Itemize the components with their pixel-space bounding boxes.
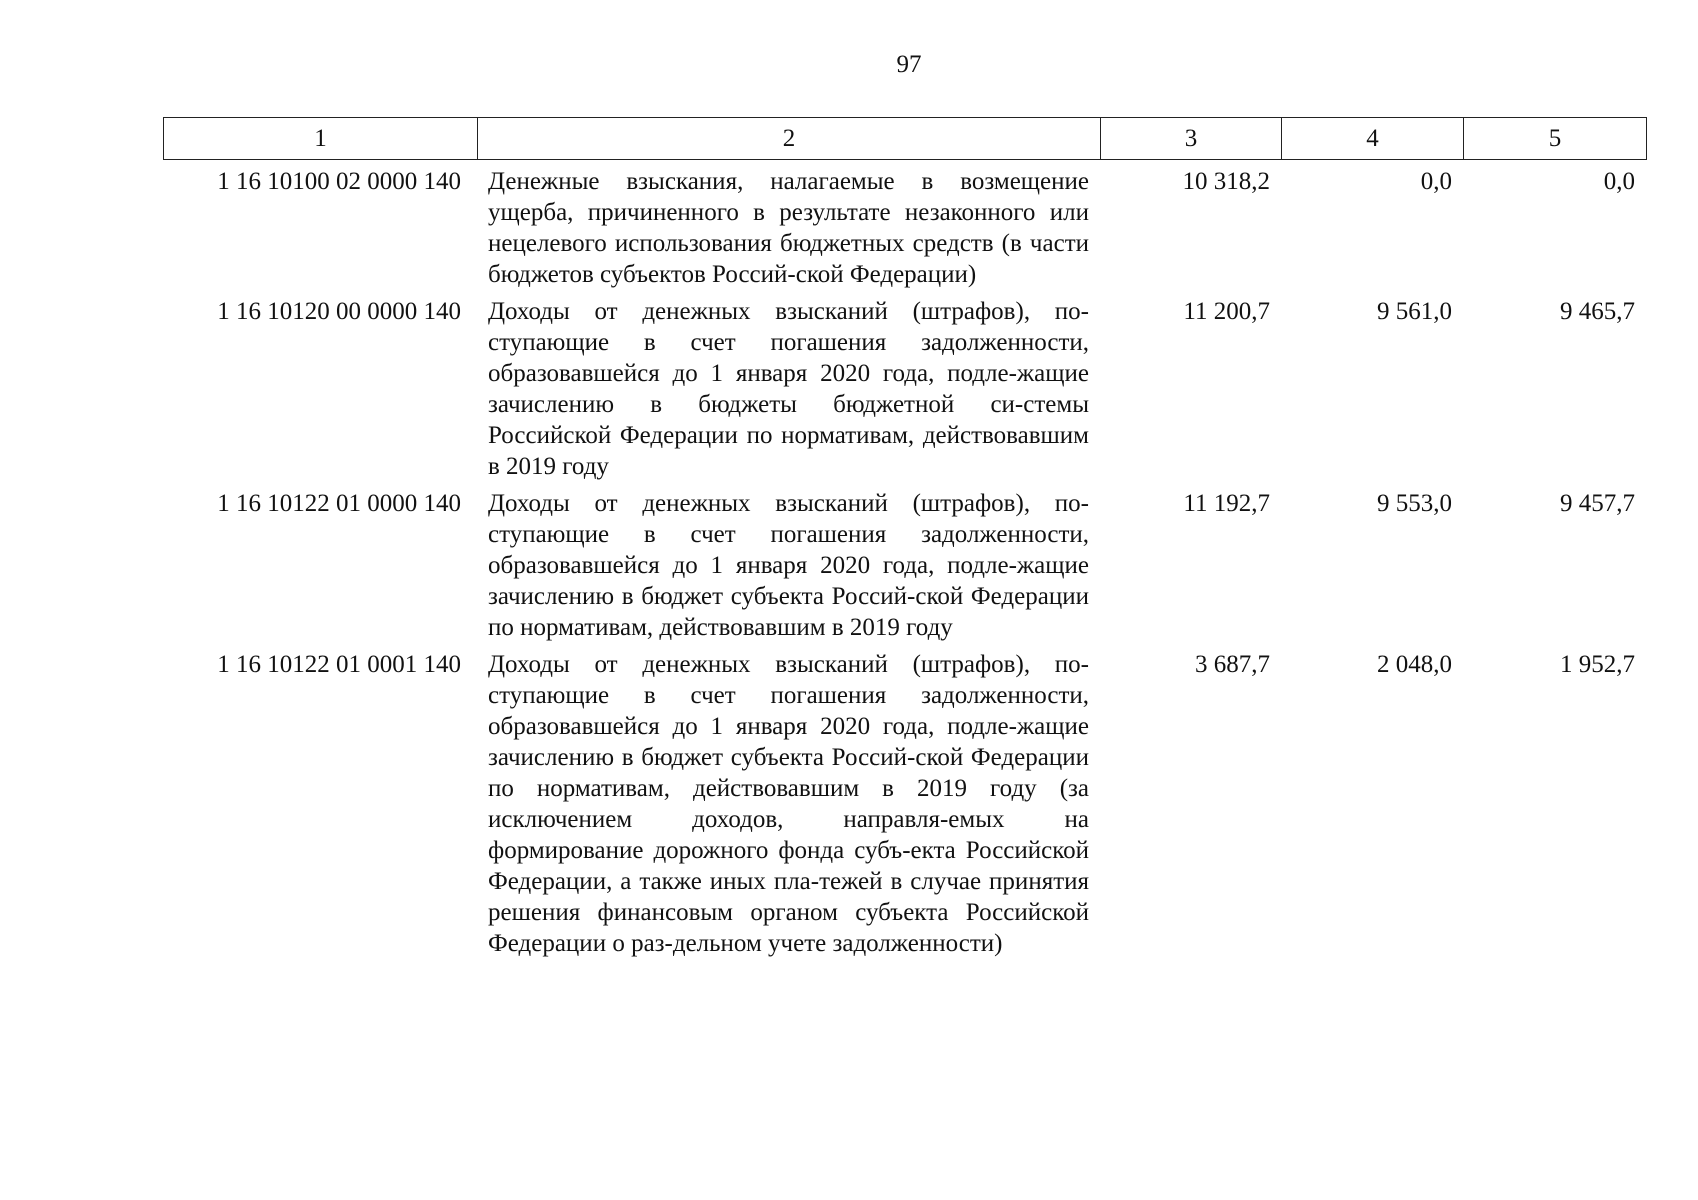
budget-code: 1 16 10122 01 0001 140 [217,651,461,678]
income-description: Доходы от денежных взысканий (штрафов), по-ступающие в счет погашения задолженности, образовавшейся до 1 января 2020 года, подле-жащие зачислению в бюджеты бюджетной си-стемы Российской Федерации по нормативам, действовавшим в 2019 году [488,298,1089,480]
budget-code: 1 16 10120 00 0000 140 [217,298,461,325]
income-description: Доходы от денежных взысканий (штрафов), по-ступающие в счет погашения задолженности, образовавшейся до 1 января 2020 года, подле-жащие зачислению в бюджет субъекта Россий-ской Федерации по нормативам, действовавшим в 2019 году (за исключением доходов, направля-емых на формирование дорожного фонда субъ-екта Российской Федерации, а также иных пла-тежей в случае принятия решения финансовым органом субъекта Российской Федерации о раз-дельном учете задолженности) [488,651,1089,957]
column-header-3: 3 [1101,118,1282,160]
amount-col5: 9 457,7 [1560,490,1635,517]
amount-col3: 10 318,2 [1182,168,1270,195]
amount-col5: 0,0 [1603,168,1635,195]
column-header-4: 4 [1282,118,1464,160]
column-header-1: 1 [164,118,478,160]
amount-col4: 0,0 [1420,168,1452,195]
amount-col3: 3 687,7 [1195,651,1270,678]
column-header-5: 5 [1464,118,1647,160]
table-row [163,296,1646,488]
amount-col5: 9 465,7 [1560,298,1635,325]
amount-col4: 9 553,0 [1377,490,1452,517]
table-row [163,649,1646,965]
amount-col4: 9 561,0 [1377,298,1452,325]
column-header-2: 2 [478,118,1101,160]
table-body [163,166,1646,965]
amount-col4: 2 048,0 [1377,651,1452,678]
table-row [163,488,1646,649]
page-number: 97 [896,51,922,78]
table-header [163,117,1647,160]
budget-code: 1 16 10122 01 0000 140 [217,490,461,517]
income-description: Доходы от денежных взысканий (штрафов), по-ступающие в счет погашения задолженности, образовавшейся до 1 января 2020 года, подле-жащие зачислению в бюджет субъекта Россий-ской Федерации по нормативам, действовавшим в 2019 году [488,490,1089,641]
income-description: Денежные взыскания, налагаемые в возмещение ущерба, причиненного в результате незаконного или нецелевого использования бюджетных средств (в части бюджетов субъектов Россий-ской Федерации) [488,168,1089,288]
amount-col3: 11 192,7 [1183,490,1270,517]
header-row [164,118,1647,160]
table-row [163,166,1646,296]
budget-code: 1 16 10100 02 0000 140 [217,168,461,195]
amount-col3: 11 200,7 [1183,298,1270,325]
amount-col5: 1 952,7 [1560,651,1635,678]
